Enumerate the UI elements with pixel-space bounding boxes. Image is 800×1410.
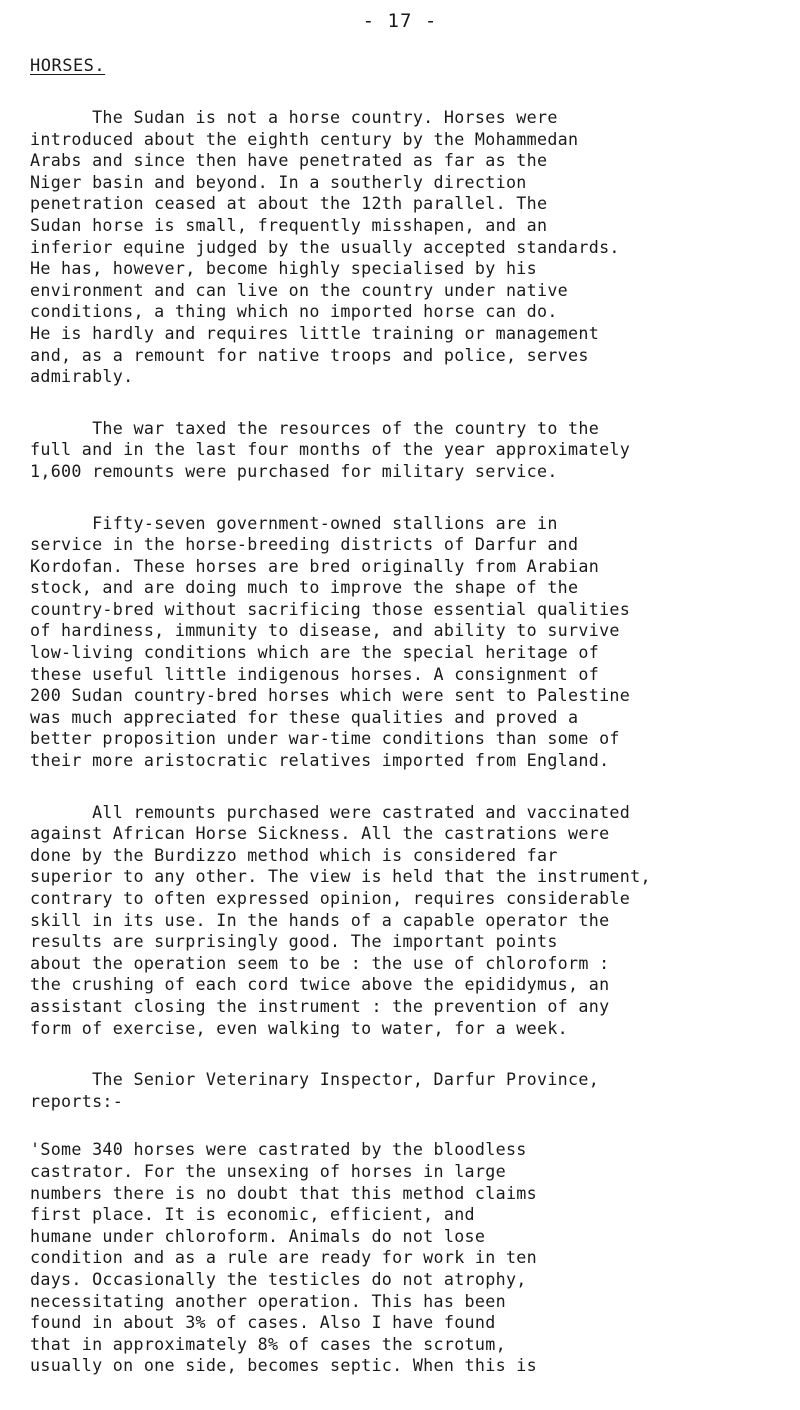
paragraph-inspector-report (30, 1069, 800, 1112)
text-line: better proposition under war-time conditions than some of (30, 728, 620, 749)
text-line: that in approximately 8% of cases the scrotum, (30, 1333, 506, 1354)
text-line: contrary to often expressed opinion, requires considerable (30, 888, 631, 908)
text-line: results are surprisingly good. The important points (30, 931, 558, 952)
text-line: low-living conditions which are the special heritage of (30, 642, 600, 663)
paragraph-quotation (30, 1139, 800, 1377)
text-line: environment and can live on the country under native (30, 279, 569, 300)
text-line: superior to any other. The view is held that the instrument, (30, 866, 651, 887)
paragraph-war-remounts (30, 418, 800, 483)
text-line: All remounts purchased were castrated and vaccinated (30, 801, 631, 822)
text-line: castrator. For the unsexing of horses in large (30, 1160, 506, 1181)
text-line: assistant closing the instrument : the prevention of any (30, 995, 610, 1016)
paragraph-intro (30, 107, 800, 388)
text-line: skill in its use. In the hands of a capable operator the (30, 909, 610, 930)
text-line: numbers there is no doubt that this method claims (30, 1182, 537, 1203)
text-line: and, as a remount for native troops and police, serves (30, 344, 589, 365)
text-line: country-bred without sacrificing those essential qualities (30, 598, 631, 619)
text-line: conditions, a thing which no imported horse can do. (30, 301, 558, 322)
body-text (30, 107, 800, 1377)
text-line: Kordofan. These horses are bred originally from Arabian (30, 555, 600, 576)
text-line: usually on one side, becomes septic. When this is (30, 1355, 537, 1376)
paragraph-castration (30, 802, 800, 1040)
text-line: necessitating another operation. This has been (30, 1290, 506, 1311)
paragraph-stallions (30, 513, 800, 772)
text-line: He is hardly and requires little training or management (30, 322, 600, 343)
text-line: He has, however, become highly specialised by his (30, 258, 537, 279)
text-line: reports:- (30, 1090, 124, 1111)
text-line: stock, and are doing much to improve the shape of the (30, 577, 579, 598)
text-line: admirably. (30, 366, 134, 387)
text-line: form of exercise, even walking to water, for a week. (30, 1017, 569, 1038)
text-line: inferior equine judged by the usually accepted standards. (30, 236, 620, 257)
text-line: service in the horse-breeding districts of Darfur and (30, 534, 579, 555)
text-line: of hardiness, immunity to disease, and ability to survive (30, 620, 620, 641)
text-line: humane under chloroform. Animals do not lose (30, 1225, 486, 1246)
text-line: first place. It is economic, efficient, and (30, 1204, 475, 1225)
text-line: introduced about the eighth century by the Mohammedan (30, 128, 579, 149)
text-line: about the operation seem to be : the use of chloroform : (30, 952, 610, 973)
text-line: found in about 3% of cases. Also I have found (30, 1312, 496, 1333)
text-line: 200 Sudan country-bred horses which were sent to Palestine (30, 685, 631, 706)
text-line: Sudan horse is small, frequently misshapen, and an (30, 214, 548, 235)
text-line: full and in the last four months of the year approximately (30, 439, 631, 460)
text-line: 'Some 340 horses were castrated by the bloodless (30, 1139, 527, 1160)
section-heading: HORSES. (30, 56, 106, 76)
text-line: condition and as a rule are ready for work in ten (30, 1247, 537, 1268)
text-line: days. Occasionally the testicles do not atrophy, (30, 1268, 527, 1289)
text-line: Arabs and since then have penetrated as far as the (30, 150, 548, 171)
text-line: Fifty-seven government-owned stallions are in (30, 512, 558, 533)
text-line: against African Horse Sickness. All the castrations were (30, 823, 610, 844)
text-line: their more aristocratic relatives imported from England. (30, 750, 610, 771)
text-line: penetration ceased at about the 12th parallel. The (30, 193, 548, 214)
text-line: done by the Burdizzo method which is considered far (30, 844, 558, 865)
text-line: the crushing of each cord twice above the epididymus, an (30, 974, 610, 995)
page-number: - 17 - (362, 10, 438, 32)
text-line: 1,600 remounts were purchased for military service. (30, 460, 558, 481)
text-line: The Senior Veterinary Inspector, Darfur Province, (30, 1069, 600, 1090)
text-line: Niger basin and beyond. In a southerly direction (30, 171, 527, 192)
text-line: The Sudan is not a horse country. Horses were (30, 107, 558, 127)
text-line: these useful little indigenous horses. A consignment of (30, 663, 600, 684)
text-line: was much appreciated for these qualities and proved a (30, 706, 579, 727)
text-line: The war taxed the resources of the country to the (30, 417, 600, 438)
